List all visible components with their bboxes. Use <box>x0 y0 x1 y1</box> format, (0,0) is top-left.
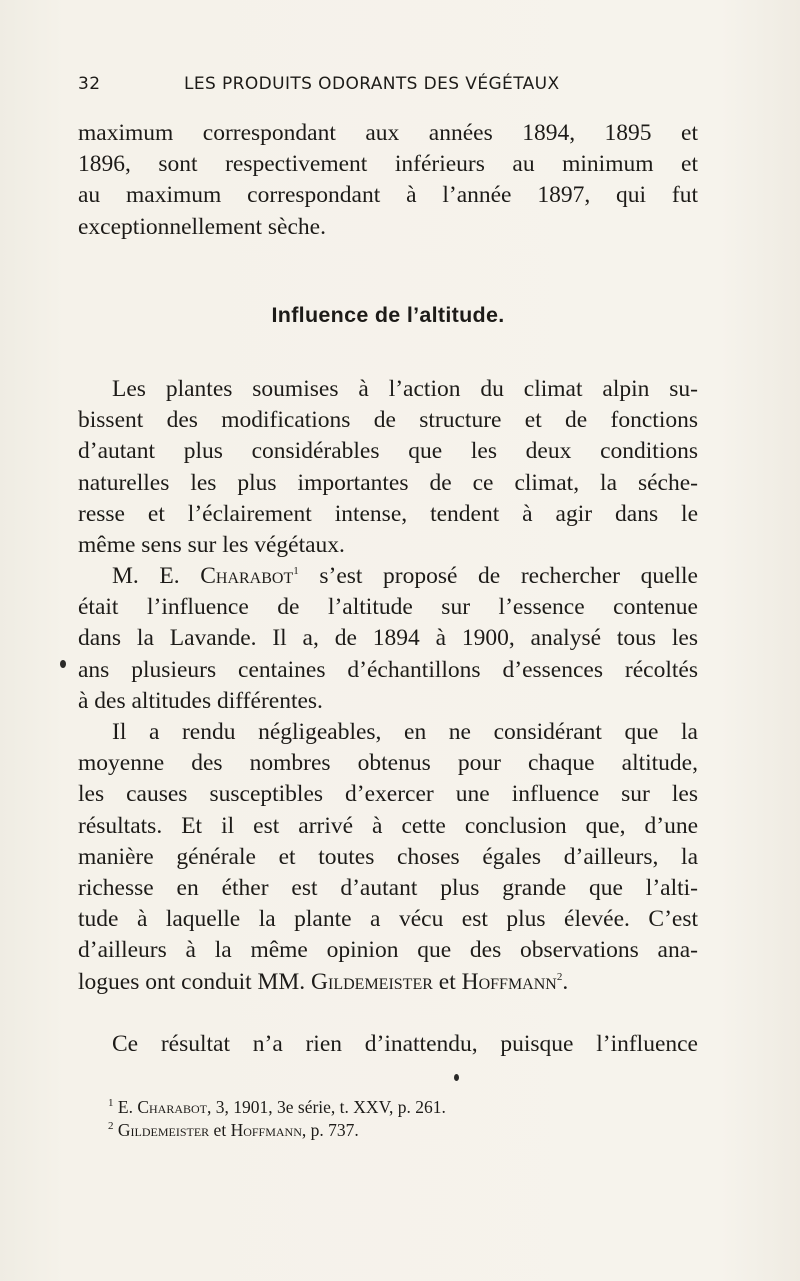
footnote-text: , 3, 1901, 3e série, t. XXV, p. 261. <box>207 1097 446 1117</box>
footnote-1 <box>78 1096 698 1119</box>
text-fragment: s’est proposé de rechercher quelle <box>298 563 698 589</box>
footnote-mark: 2 <box>108 1120 114 1133</box>
text-line: au maximum correspondant à l’année 1897, qui fut <box>78 182 698 209</box>
running-title: LES PRODUITS ODORANTS DES VÉGÉTAUX <box>184 74 560 94</box>
footnote-author: Hoffmann <box>230 1120 302 1140</box>
ink-speck <box>454 1074 459 1081</box>
author-name: Hoffmann <box>461 968 557 995</box>
footnote-author: Gildemeister <box>117 1120 210 1140</box>
text-line: Ce résultat n’a rien d’inattendu, puisque l’influence <box>112 1031 698 1057</box>
text-line: résultats. Et il est arrivé à cette conclusion que, d’une <box>78 812 698 839</box>
author-name: Gildemeister <box>311 968 433 995</box>
ink-speck <box>60 660 66 668</box>
text-line: bissent des modifications de structure et de fonctions <box>78 407 698 434</box>
text-fragment: M. E. <box>112 563 201 589</box>
text-line: les causes susceptibles d’exercer une influence sur les <box>78 781 698 808</box>
text-line: ans plusieurs centaines d’échantillons d’essences récoltés <box>78 656 698 683</box>
footnote-text: et <box>209 1120 231 1140</box>
text-line <box>78 561 698 592</box>
text-line: était l’influence de l’altitude sur l’essence contenue <box>78 594 698 621</box>
text-line: 1896, sont respectivement inférieurs au minimum et <box>78 151 698 178</box>
footnotes <box>78 1096 698 1142</box>
footnote-author: E. Charabot <box>117 1097 207 1117</box>
text-line: manière générale et toutes choses égales d’ailleurs, la <box>78 843 698 870</box>
footnote-2 <box>78 1119 698 1142</box>
text-line: d’ailleurs à la même opinion que des observations ana- <box>78 937 698 964</box>
text-line: exceptionnellement sèche. <box>78 213 326 240</box>
text-fragment: et <box>432 968 462 995</box>
text-line: à des altitudes différentes. <box>78 687 323 714</box>
text-line: moyenne des nombres obtenus pour chaque altitude, <box>78 750 698 777</box>
body-paragraph-3 <box>78 717 698 998</box>
footnote-ref: 1 <box>293 565 299 578</box>
body-paragraph-2 <box>78 561 698 717</box>
author-name: Charabot <box>200 563 294 589</box>
text-line: Les plantes soumises à l’action du climat alpin su- <box>112 376 698 402</box>
body-paragraph-1 <box>78 374 698 561</box>
body-paragraph-4 <box>78 1029 698 1060</box>
text-line: richesse en éther est d’autant plus grande que l’alti- <box>78 874 698 901</box>
text-line: tude à laquelle la plante a vécu est plus élevée. C’est <box>78 906 698 933</box>
footnote-ref: 2 <box>556 970 563 983</box>
text-line: resse et l’éclairement intense, tendent à agir dans le <box>78 500 698 527</box>
text-fragment: logues ont conduit MM. <box>78 968 312 995</box>
text-line: même sens sur les végétaux. <box>78 531 345 558</box>
intro-paragraph <box>78 118 698 243</box>
section-heading: Influence de l’altitude. <box>271 303 505 327</box>
text-line: Il a rendu négligeables, en ne considérant que la <box>112 719 698 745</box>
text-line: maximum correspondant aux années 1894, 1895 et <box>78 120 698 146</box>
footnote-text: , p. 737. <box>301 1120 359 1140</box>
page-number: 32 <box>78 74 101 94</box>
running-head <box>78 72 698 98</box>
text-line <box>78 967 698 998</box>
footnote-mark: 1 <box>108 1097 114 1110</box>
text-line: dans la Lavande. Il a, de 1894 à 1900, analysé tous les <box>78 625 698 652</box>
text-line: naturelles les plus importantes de ce climat, la séche- <box>78 469 698 496</box>
text-line: d’autant plus considérables que les deux conditions <box>78 438 698 465</box>
text-fragment: . <box>562 968 569 995</box>
